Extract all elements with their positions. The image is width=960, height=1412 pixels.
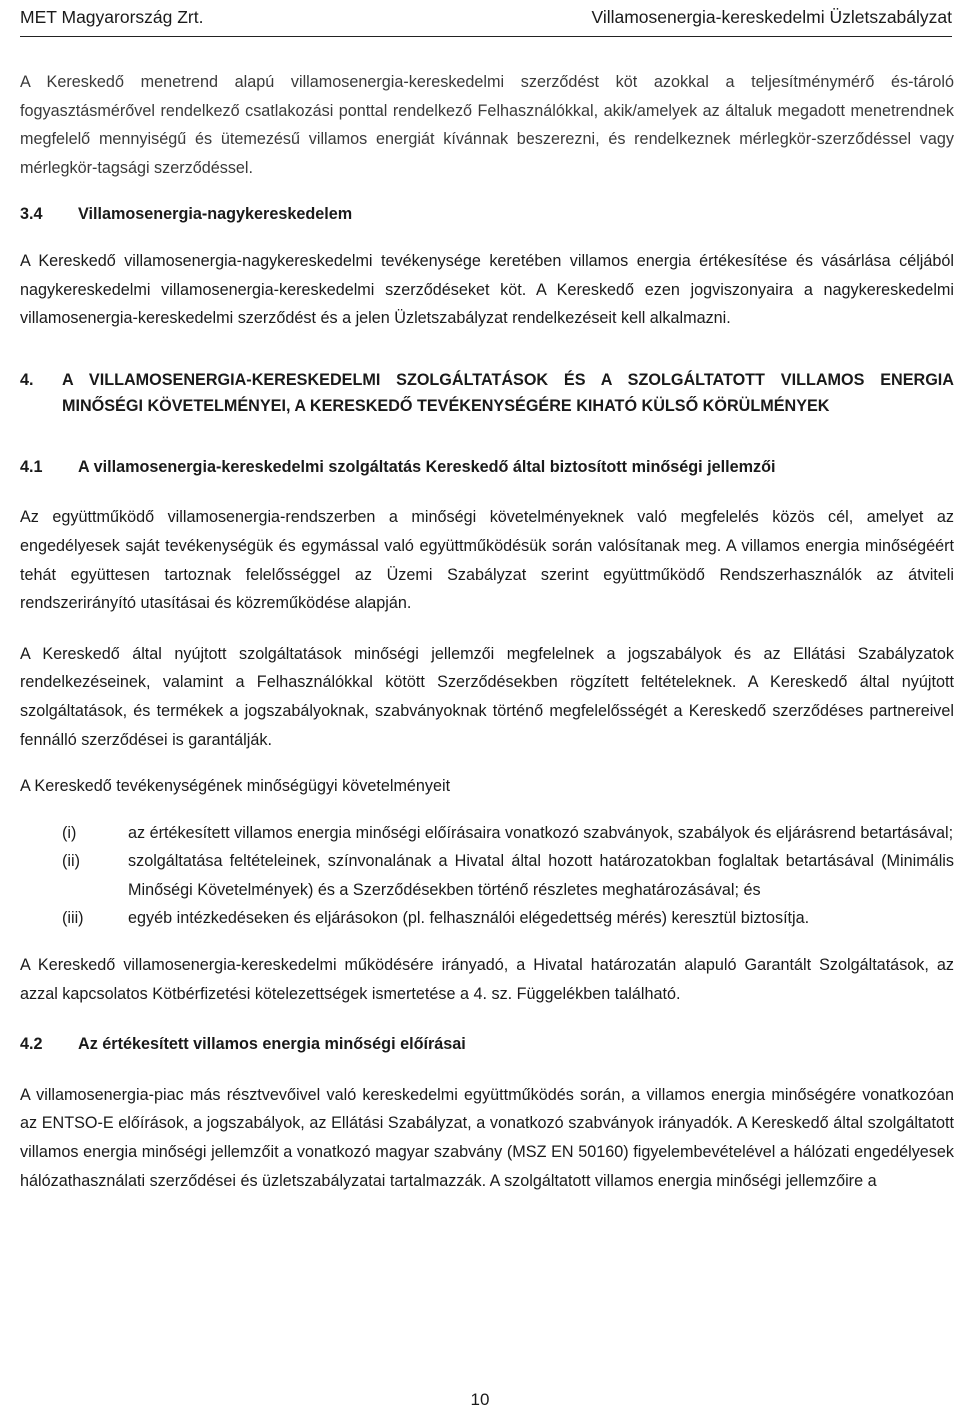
header-divider	[20, 36, 952, 37]
page-number: 10	[470, 1390, 490, 1409]
section-number: 3.4	[20, 205, 43, 224]
list-marker: (i)	[62, 823, 77, 842]
paragraph-intro: A Kereskedő menetrend alapú villamosenergia-kereskedelmi szerződést köt azokkal a teljesítménymérő és-tároló fogyasztásmérővel rendelkező csatlakozási ponttal rendelkező Felhasználókkal, akik/amelyek az általuk megadott menetrendnek megfelelő mennyiségű és ütemezésű villamos energiát kívánnak beszerezni, és rendelkeznek mérlegkör-szerződéssel vagy mérlegkör-tagsági szerződéssel.	[20, 73, 954, 177]
paragraph-guaranteed-services: A Kereskedő villamosenergia-kereskedelmi működésére irányadó, a Hivatal határozatán alapuló Garantált Szolgáltatások, az azzal kapcsolatos Kötbérfizetési kötelezettségek ismertetése a 4. sz. Függelékben található.	[20, 956, 954, 1003]
paragraph-standards: A villamosenergia-piac más résztvevőivel való kereskedelmi együttműködés során, a villamos energia minőségére vonatkozóan az ENTSO-E előírások, a jogszabályok, az Ellátási Szabályzat, a vonatkozó szabványok irányadók. A Kereskedő által szolgáltatott villamos energia minőségi jellemzőit a vonatkozó magyar szabvány (MSZ EN 50160) figyelembevételével a hálózati engedélyesek hálózathasználati szerződései és üzletszabályzatai tartalmazzák. A szolgáltatott villamos energia minőségi jellemzőire a	[20, 1085, 954, 1190]
chapter-title: A VILLAMOSENERGIA-KERESKEDELMI SZOLGÁLTATÁSOK ÉS A SZOLGÁLTATOTT VILLAMOS ENERGIA MINŐSÉGI KÖVETELMÉNYEI, A KERESKEDŐ TEVÉKENYSÉGÉRE KIHATÓ KÜLSŐ KÖRÜLMÉNYEK	[62, 370, 954, 415]
list-marker: (iii)	[62, 909, 84, 928]
paragraph-quality: A Kereskedő által nyújtott szolgáltatások minőségi jellemzői megfelelnek a jogszabályok és az Ellátási Szabályzatok rendelkezéseinek, valamint a Felhasználókkal kötött Szerződésekben rögzített feltételeknek. A Kereskedő által nyújtott szolgáltatások, és termékek a jogszabályoknak, szabványoknak történő megfelelősségét a Kereskedő szerződéses partnereivel fennálló szerződései is garantálják.	[20, 644, 954, 749]
page-header	[20, 0, 952, 34]
header-company: MET Magyarország Zrt.	[20, 6, 204, 27]
list-text: egyéb intézkedéseken és eljárásokon (pl. felhasználói elégedettség mérés) keresztül biztosítja.	[128, 909, 810, 928]
section-title: Villamosenergia-nagykereskedelem	[78, 205, 353, 224]
paragraph-cooperation: Az együttműködő villamosenergia-rendszerben a minőségi követelményeknek való megfelelés közös cél, amelyet az engedélyesek saját tevékenységük és egymással való együttműködésük során valósítanak meg. A villamos energia minőségéért tehát együttesen tartoznak felelősséggel az Üzemi Szabályzat szerint együttműködő Rendszerhasználók az átviteli rendszerirányító utasításai és közreműködése alapján.	[20, 508, 954, 613]
list-text: az értékesített villamos energia minőségi előírásaira vonatkozó szabványok, szabályok és eljárásrend betartásával;	[128, 823, 954, 842]
section-title: Az értékesített villamos energia minőségi előírásai	[78, 1035, 466, 1054]
section-heading-3-4	[20, 200, 954, 229]
list-marker: (ii)	[62, 852, 80, 871]
section-number: 4.1	[20, 457, 43, 476]
header-document-title: Villamosenergia-kereskedelmi Üzletszabályzat	[591, 6, 952, 27]
list-item	[20, 904, 954, 933]
list-text: szolgáltatása feltételeinek, színvonalának a Hivatal által hozott határozatokban foglaltak betartásával (Minimális Minőségi Követelmények) és a Szerződésekben történő részletes meghatározásával; és	[128, 852, 954, 899]
section-number: 4.2	[20, 1035, 43, 1054]
paragraph-wholesale: A Kereskedő villamosenergia-nagykereskedelmi tevékenysége keretében villamos energia értékesítése és vásárlása céljából nagykereskedelmi villamosenergia-kereskedelmi szerződéseket köt. A Kereskedő ezen jogviszonyaira a nagykereskedelmi villamosenergia-kereskedelmi szerződést és a jelen Üzletszabályzat rendelkezéseit kell alkalmazni.	[20, 251, 954, 328]
section-title: A villamosenergia-kereskedelmi szolgáltatás Kereskedő által biztosított minőségi jellemzői	[78, 457, 776, 476]
paragraph-requirements-intro: A Kereskedő tevékenységének minőségügyi követelményeit	[20, 777, 451, 796]
section-heading-4-1	[20, 453, 954, 482]
chapter-number: 4.	[20, 370, 34, 389]
list-item	[20, 847, 954, 904]
chapter-heading-4	[20, 367, 954, 419]
list-item	[20, 819, 954, 848]
section-heading-4-2	[20, 1030, 954, 1059]
document-body	[20, 68, 954, 1195]
